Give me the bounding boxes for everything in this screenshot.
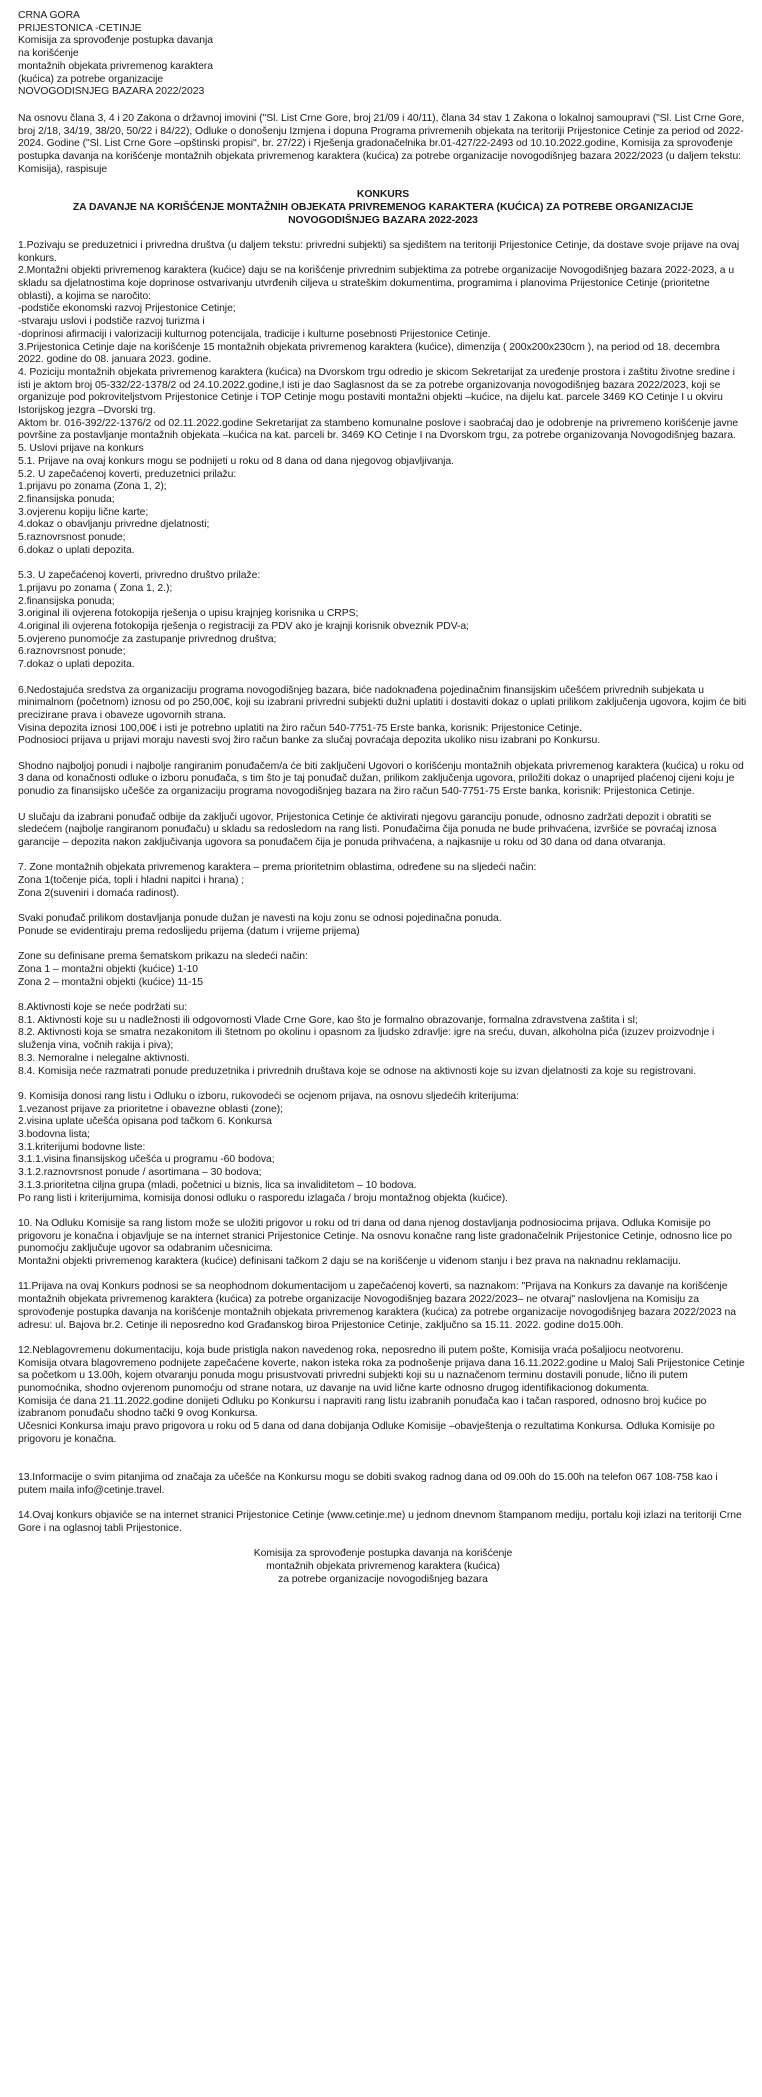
footer-signature	[18, 1548, 748, 1586]
section-14: 14.Ovaj konkurs objaviće se na internet stranici Prijestonice Cetinje (www.cetinje.me) u jednom dnevnom štampanom mediju, portalu koji izlazi na teritoriji Crne Gore i na oglasnoj tabli Prijestonice.	[18, 1510, 742, 1534]
intro-paragraph: Na osnovu člana 3, 4 i 20 Zakona o državnoj imovini ("Sl. List Crne Gore, broj 21/09 i 40/11), člana 34 stav 1 Zakona o lokalnoj samoupravi ("Sl. List Crne Gore, broj 2/18, 34/19, 38/20, 50/22 i 84/22), Odluke o donošenju Izmjena i dopuna Programa privremenih objekata na teritoriji Prijestonice Cetinje za period od 2022-2024. Godine ("Sl. List Crne Gore –opštinski propisi", br. 27/22) i Rješenja gradonačelnika br.01-427/22-2493 od 10.10.2022.godine, Komisija za sprovođenje postupka davanja na korišćenje montažnih objekata privremenog karaktera (kućica) za potrebe organizacije novogodišnjeg bazara 2022/2023 (u daljem tekstu: Komisija), raspisuje	[18, 112, 745, 175]
section-12c: Komisija će dana 21.11.2022.godine donijeti Odluku po Konkursu i napraviti rang listu izabranih ponuđača kao i tačan raspored, odnosno broj kućice po izabranom ponuđaču shodno tački 9 ovog Konkursa.	[18, 1395, 707, 1420]
section-11: 11.Prijava na ovaj Konkurs podnosi se sa neophodnom dokumentacijom u zapečaćenoj koverti, sa naznakom: "Prijava na Konkurs za davanje na korišćenje montažnih objekata privremenog karaktera (kućica) za potrebe organizacije Novogodišnjeg bazara 2022/2023– ne otvaraj" naslovljena na Komisiju za sprovođenje postupka davanja na korišćenje montažnih objekata privremenog karaktera (kućica) za potrebe organizacije novogodišnjeg bazara 2022/2023 na adresu: ul. Bajova br.2. Cetinje ili neposredno kod Građanskog biroa Prijestonice Cetinje, zaključno sa 15.11. 2022. godine do15.00h.	[18, 1281, 736, 1331]
konkurs-title: KONKURS	[356, 189, 410, 201]
konkurs-subtitle: ZA DAVANJE NA KORIŠĆENJE MONTAŽNIH OBJEKATA PRIVREMENOG KARAKTERA (KUĆICA) ZA POTREBE ORGANIZACIJE	[72, 201, 694, 213]
section-2: 2.Montažni objekti privremenog karaktera (kućice) daju se na korišćenje privrednim subjektima za potrebe organizacije Novogodišnjeg bazara 2022-2023, a u skladu sa djelatnostima koje doprinose ostvarivanju utvrđenih ciljeva u strateškim dokumentima, programima i planovima Prijestonice Cetinje (prioritetne oblasti), a kojima se naročito:	[18, 265, 735, 302]
list-item: -stvaraju uslovi i podstiče razvoj turizma i	[18, 316, 205, 328]
list-item: 3.1.2.raznovrsnost ponude / asortimana – 30 bodova;	[18, 1167, 262, 1179]
list-item: 5.ovjereno punomoćje za zastupanje privrednog društva;	[18, 633, 277, 645]
section-12b: Komisija otvara blagovremeno podnijete zapečaćene koverte, nakon isteka roka za podnošenje prijava dana 16.11.2022.godine u Maloj Sali Prijestonice Cetinje sa početkom u 13.00h, kojem otvaranju ponuda mogu prisustvovati privredni subjekti koji su u naznačenom terminu dostavili ponude, lično ili putem punomoćnika, shodno ovjerenom punomoćju od strane notara, uz davanje na uvid lične karte odnosno drugog identifikacionog dokumenta.	[18, 1357, 745, 1395]
section-6c: Podnosioci prijava u prijavi moraju navesti svoj žiro račun banke za slučaj povraćaja depozita ukoliko nisu izabrani po Konkursu.	[18, 735, 601, 747]
section-12: 12.Neblagovremenu dokumentaciju, koja bude pristigla nakon navedenog roka, neposredno ili putem pošte, Komisija vraća pošaljiocu neotvorenu.	[18, 1344, 684, 1356]
list-item: Zona 2 – montažni objekti (kućice) 11-15	[18, 976, 203, 988]
section-5: 5. Uslovi prijave na konkurs	[18, 443, 144, 455]
list-item: 3.bodovna lista;	[18, 1129, 90, 1140]
list-item: 2.visina uplate učešća opisana pod tačkom 6. Konkursa	[18, 1116, 272, 1128]
section-1: 1.Pozivaju se preduzetnici i privredna društva (u daljem tekstu: privredni subjekti) sa sjedištem na teritoriji Prijestonice Cetinje, da dostave svoje prijave na ovaj konkurs.	[18, 239, 740, 264]
list-item: 1.prijavu po zonama ( Zona 1, 2.);	[18, 582, 173, 594]
section-3: 3.Prijestonica Cetinje daje na korišćenje 15 montažnih objekata privremenog karaktera (kućice), dimenzija ( 200x200x230cm ), na period od 18. decembra 2022. godine do 08. januara 2023. godine.	[18, 341, 720, 366]
list-item: 6.dokaz o uplati depozita.	[18, 544, 135, 556]
list-item: 3.ovjerenu kopiju lične karte;	[18, 506, 149, 518]
header-line: NOVOGODIŠNJEG BAZARA 2022/2023	[18, 86, 205, 98]
section-10b: Montažni objekti privremenog karaktera (kućice) definisani tačkom 2 daju se na korišćenje u viđenom stanju i bez prava na naknadnu reklamaciju.	[18, 1256, 681, 1268]
section-7c: Ponude se evidentiraju prema redoslijedu prijema (datum i vrijeme prijema)	[18, 925, 360, 937]
list-item: Po rang listi i kriterijumima, komisija donosi odluku o rasporedu izlagača / broju montažnog objekta (kućice).	[18, 1192, 509, 1204]
list-item: Zona 1 – montažni objekti (kućice) 1-10	[18, 963, 198, 975]
list-item: 4.dokaz o obavljanju privredne djelatnosti;	[18, 519, 210, 531]
list-item: 5.raznovrsnost ponude;	[18, 532, 126, 544]
section-5-1: 5.1. Prijave na ovaj konkurs mogu se podnijeti u roku od 8 dana od dana njegovog objavljivanja.	[18, 455, 454, 467]
list-item: -doprinosi afirmaciji i valorizaciji kulturnog potencijala, tradicije i kulturne posebnosti Prijestonice Cetinje.	[18, 328, 491, 340]
list-item: 8.1. Aktivnosti koje su u nadležnosti ili odgovornosti Vlade Crne Gore, kao što je formalno obrazovanje, formalna zdravstvena zaštita i sl;	[18, 1014, 638, 1026]
list-item: 6.raznovrsnost ponude;	[18, 646, 126, 658]
footer-line: Komisija za sprovođenje postupka davanja na korišćenje	[253, 1548, 513, 1560]
list-item: 3.1.3.prioritetna ciljna grupa (mladi, početnici u biznis, lica sa invaliditetom – 10 bodova.	[18, 1179, 417, 1191]
footer-line: za potrebe organizacije novogodišnjeg bazara	[278, 1573, 488, 1585]
header-line: (kućica) za potrebe organizacije	[18, 73, 164, 85]
list-item: 8.2. Aktivnosti koja se smatra nezakonitom ili štetnom po okolinu i opasnom za ljudsko zdravlje: igre na sreću, duvan, alkoholna pića (izuzev proizvodnje i služenja vina, vočnih rakija i piva);	[18, 1027, 715, 1052]
header-block	[18, 10, 748, 99]
section-7: 7. Zone montažnih objekata privremenog karaktera – prema prioritetnim oblastima, određene su na sljedeći način:	[18, 862, 537, 874]
list-item: 8.3. Nemoralne i nelegalne aktivnosti.	[18, 1052, 190, 1064]
header-line: CRNA GORA	[18, 10, 80, 21]
section-4: 4. Poziciju montažnih objekata privremenog karaktera (kućica) na Dvorskom trgu odredio je skicom Sekretarijat za uređenje prostora i zaštitu životne sredine i isti je aktom broj 05-332/22-1378/2 od 24.10.2022.godine,I isti je dao Saglasnost da se za potrebe organizovanja novogodišnjeg bazara 2022/2023, koji se organizuje pod pokroviteljstvom Prijestonice Cetinje i TOP Cetinje mogu postaviti montažni objekti –kućice, na dijelu kat. parcele 3469 KO Cetinje I u okviru Istorijskog jezgra –Dvorski trg.	[18, 366, 735, 417]
header-line: na korišćenje	[18, 48, 79, 60]
section-6b: Visina depozita iznosi 100,00€ i isti je potrebno uplatiti na žiro račun 540-7751-75 Erste banka, korisnik: Prijestonice Cetinje.	[18, 722, 583, 734]
list-item: 1.prijavu po zonama (Zona 1, 2);	[18, 481, 167, 493]
section-4b: Aktom br. 016-392/22-1376/2 od 02.11.2022.godine Sekretarijat za stambeno komunalne poslove i saobraćaj dao je odobrenje na privremeno korišćenje javne površine za postavljanje montažnih objekata –kućica na kat. parceli br. 3469 KO Cetinje I na Dvorskom trgu, za potrebe organizovanja Novogodišnjeg bazara.	[18, 417, 739, 442]
list-item: Zona 2(suveniri i domaća radinost).	[18, 887, 180, 899]
section-13: 13.Informacije o svim pitanjima od značaja za učešće na Konkursu mogu se dobiti svakog radnog dana od 09.00h do 15.00h na telefon 067 108-758 kao i putem maila info@cetinje.travel.	[18, 1471, 718, 1496]
section-8: 8.Aktivnosti koje se neće podržati su:	[18, 1001, 188, 1013]
section-9: 9. Komisija donosi rang listu i Odluku o izboru, rukovodeći se ocjenom prijava, na osnovu sljedećih kriterijuma:	[18, 1090, 519, 1102]
list-item: 7.dokaz o uplati depozita.	[18, 659, 135, 671]
list-item: 3.1.1.visina finansijskog učešća u programu -60 bodova;	[18, 1154, 275, 1166]
section-5-2: 5.2. U zapečaćenoj koverti, preduzetnici prilažu:	[18, 468, 237, 480]
list-item: 2.finansijska ponuda;	[18, 493, 115, 505]
section-6: 6.Nedostajuća sredstva za organizaciju programa novogodišnjeg bazara, biće nadoknađena pojedinačnim finansijskim učešćem privrednih subjekata u minimalnom (početnom) iznosu od po 250,00€, koji su izabrani privredni subjekti dužni uplatiti i dostaviti dokaz o uplati prilikom zaključenja ugovora, kojim će biti precizirane prava i obaveze ugovornih strana.	[18, 684, 747, 721]
list-item: 2.finansijska ponuda;	[18, 595, 115, 607]
list-item: Zona 1(točenje pića, topli i hladni napitci i hrana) ;	[18, 875, 245, 886]
konkurs-subtitle-2: NOVOGODIŠNJEG BAZARA 2022-2023	[288, 214, 478, 226]
list-item: 8.4. Komisija neće razmatrati ponude preduzetnika i privrednih društava koje se odnose na aktivnosti koje su izvan djelatnosti za koje su registrovani.	[18, 1065, 697, 1077]
list-item: -podstiče ekonomski razvoj Prijestonice Cetinje;	[18, 303, 236, 315]
header-line: montažnih objekata privremenog karaktera	[18, 60, 213, 72]
list-item: 3.original ili ovjerena fotokopija rješenja o upisu krajnjeg korisnika u CRPS;	[18, 608, 359, 620]
list-item: 4.original ili ovjerena fotokopija rješenja o registraciji za PDV ako je krajnji korisnik obveznik PDV-a;	[18, 621, 469, 632]
section-7b: Svaki ponuđač prilikom dostavljanja ponude dužan je navesti na koju zonu se odnosi pojedinačna ponuda.	[18, 913, 502, 925]
section-7d: Zone su definisane prema šematskom prikazu na sledeći način:	[18, 951, 308, 963]
header-line: PRIJESTONICA -CETINJE	[18, 22, 142, 34]
section-10: 10. Na Odluku Komisije sa rang listom može se uložiti prigovor u roku od tri dana od dana njenog dostavljanja podnosiocima prijava. Odluka Komisije po prigovoru je konačna i objavljuje se na internet stranici Prijestonice Cetinje. Na osnovu konačne rang liste gradonačelnik Prijestonice Cetinje, odnosno lice po punomoćju zaključuje ugovor sa odabranim učesnicima.	[18, 1217, 732, 1255]
section-6d: Shodno najboljoj ponudi i najbolje rangiranim ponuđačem/a će biti zaključeni Ugovori o korišćenju montažnih objekata privremenog karaktera (kućica) u roku od 3 dana od konačnosti odluke o izboru ponuđača, s tim što je taj ponuđač dužan, prilikom zaključenja ugovora, priložiti dokaz o unaprijed plaćenoj cijeni koju je ponudio za finansijsko učešće za organizaciju programa novogodišnjeg bazara na žiro račun 540-7751-75 Erste banka, korisnik: Prijestonica Cetinje.	[18, 760, 744, 798]
header-line: Komisija za sprovođenje postupka davanja	[18, 35, 213, 47]
section-5-3: 5.3. U zapečaćenoj koverti, privredno društvo prilaže:	[18, 570, 261, 582]
list-item: 1.vezanost prijave za prioritetne i obavezne oblasti (zone);	[18, 1103, 283, 1115]
section-6e: U slučaju da izabrani ponuđač odbije da zaključi ugovor, Prijestonica Cetinje će aktivirati njegovu garanciju ponude, odnosno zadržati depozit i obratiti se sledećem (najbolje rangiranom ponuđaču) u skladu sa redosledom na rang listi. Ponuđačima čija ponuda ne bude prihvaćena, izvršiće se povraćaj iznosa garancije – depozita nakon zaključivanja ugovora sa ponuđačem čija je ponuda prihvaćena, a najkasnije u roku od 30 dana od dana otvaranja.	[18, 811, 717, 848]
list-item: 3.1.kriterijumi bodovne liste:	[18, 1141, 146, 1153]
footer-line: montažnih objekata privremenog karaktera (kućica)	[266, 1560, 500, 1572]
section-12d: Učesnici Konkursa imaju pravo prigovora u roku od 5 dana od dana dobijanja Odluke Komisije –obavještenja o rezultatima Konkursa. Odluka Komisije po prigovoru je konačna.	[18, 1421, 715, 1445]
